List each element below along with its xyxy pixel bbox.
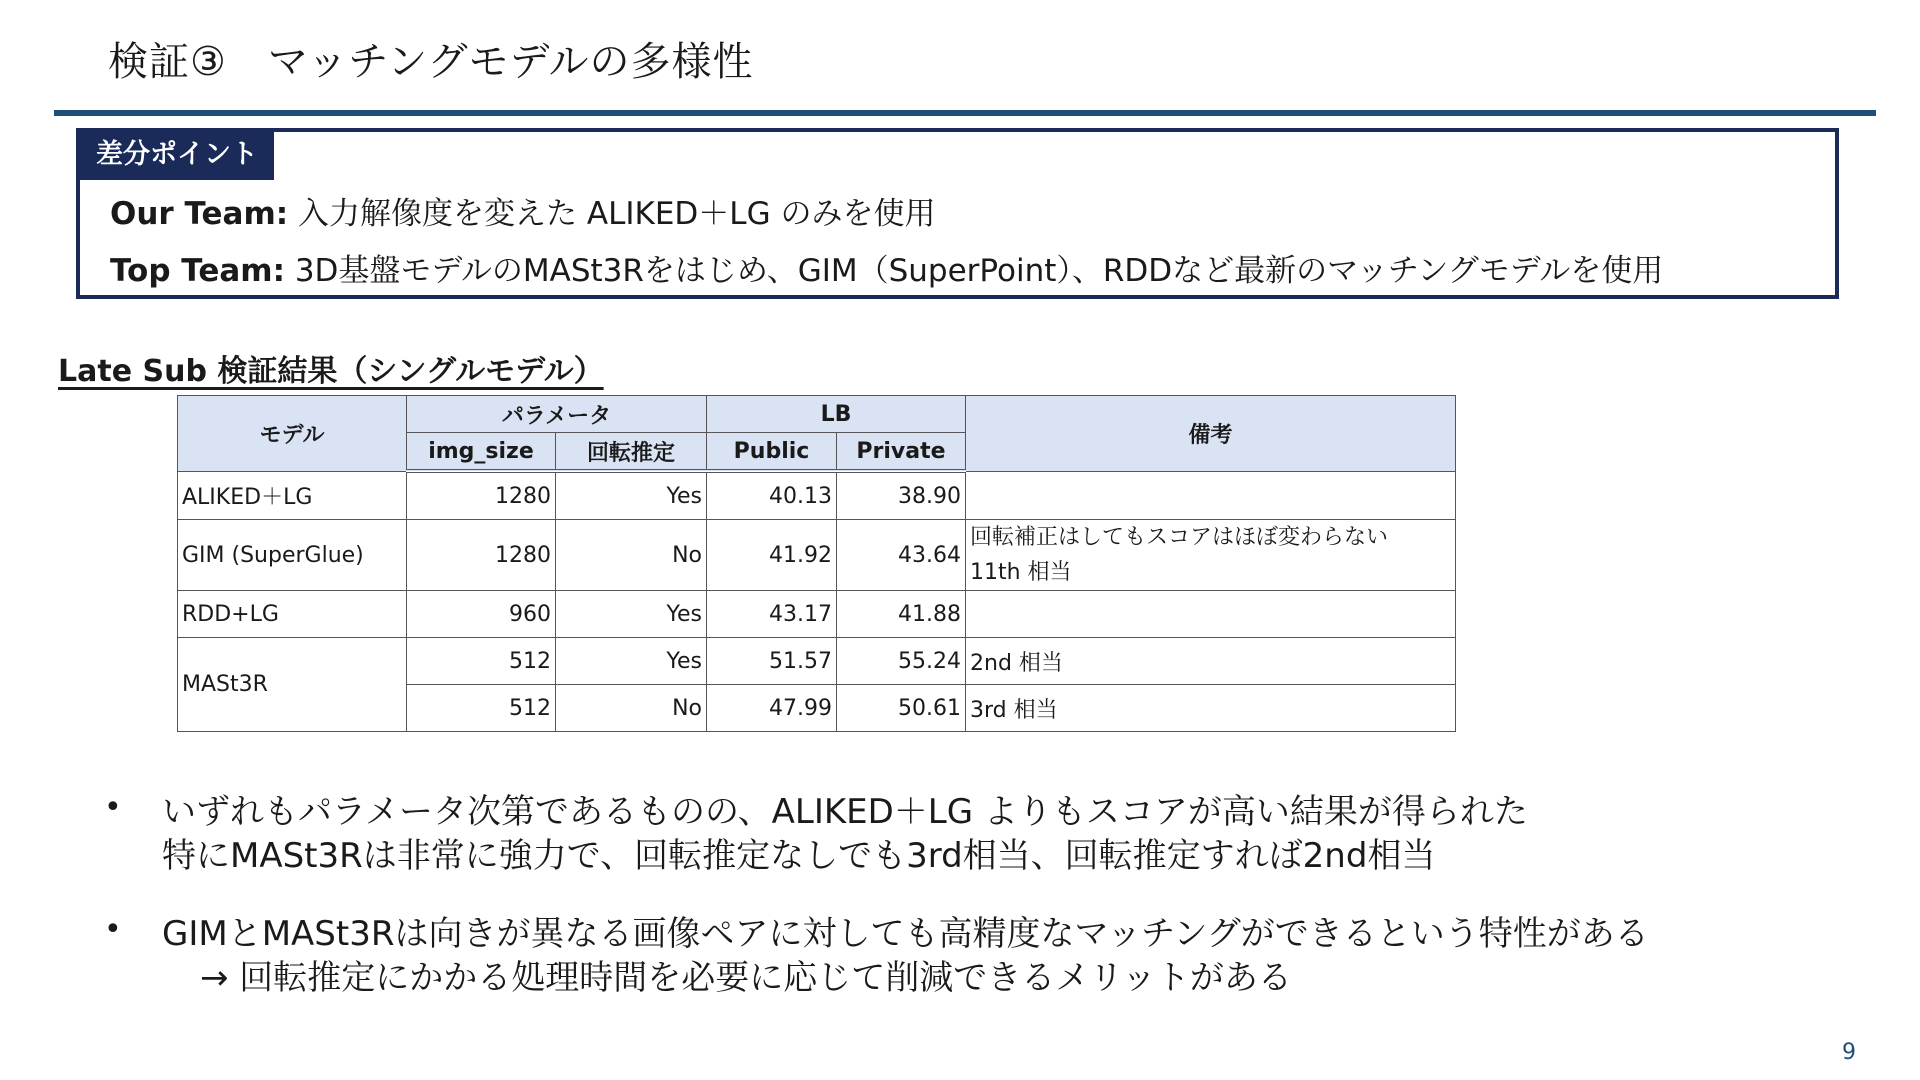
- top-team-label: Top Team:: [110, 253, 285, 289]
- cell-public: 43.17: [707, 591, 837, 638]
- cell-private: 55.24: [837, 638, 966, 685]
- header-remarks: 備考: [966, 396, 1456, 472]
- cell-model: GIM (SuperGlue): [178, 520, 407, 591]
- our-team-label: Our Team:: [110, 196, 289, 232]
- cell-model: MASt3R: [178, 638, 407, 732]
- our-team-line: [110, 188, 935, 233]
- our-team-text: 入力解像度を変えた ALIKED＋LG のみを使用: [288, 196, 936, 232]
- top-team-line: [110, 245, 1663, 290]
- header-params-group: パラメータ: [407, 396, 707, 433]
- results-table: [177, 395, 1456, 732]
- cell-rotation: Yes: [556, 591, 707, 638]
- header-img-size: img_size: [407, 433, 556, 472]
- bullet-line: いずれもパラメータ次第であるものの、ALIKED＋LG よりもスコアが高い結果が得られた: [162, 792, 1528, 832]
- table-header-row: [178, 396, 1456, 433]
- cell-remark: [966, 520, 1456, 591]
- page-title: 検証③ マッチングモデルの多様性: [108, 39, 754, 85]
- cell-public: 47.99: [707, 685, 837, 732]
- cell-private: 50.61: [837, 685, 966, 732]
- cell-img-size: 960: [407, 591, 556, 638]
- section-heading: Late Sub 検証結果（シングルモデル）: [58, 354, 604, 389]
- table-row: [178, 471, 1456, 520]
- header-model: モデル: [178, 396, 407, 472]
- cell-img-size: 512: [407, 638, 556, 685]
- cell-private: 41.88: [837, 591, 966, 638]
- header-lb-group: LB: [707, 396, 966, 433]
- header-public: Public: [707, 433, 837, 472]
- bullet-dot: •: [104, 912, 122, 947]
- remark-line: 11th 相当: [970, 560, 1072, 585]
- diff-point-tag: 差分ポイント: [80, 132, 274, 180]
- cell-private: 38.90: [837, 471, 966, 520]
- cell-remark: [966, 591, 1456, 638]
- top-team-text: 3D基盤モデルのMASt3Rをはじめ、GIM（SuperPoint）、RDDなど最新のマッチングモデルを使用: [284, 253, 1664, 289]
- table-row: [178, 638, 1456, 685]
- cell-public: 41.92: [707, 520, 837, 591]
- cell-img-size: 1280: [407, 471, 556, 520]
- bullet-line: → 回転推定にかかる処理時間を必要に応じて削減できるメリットがある: [200, 958, 1292, 998]
- remark-line: 回転補正はしてもスコアはほぼ変わらない: [970, 525, 1389, 550]
- title-divider: [54, 110, 1876, 116]
- cell-img-size: 512: [407, 685, 556, 732]
- diff-point-box: [76, 128, 1839, 299]
- table-row: [178, 520, 1456, 591]
- cell-model: ALIKED＋LG: [178, 471, 407, 520]
- cell-remark: [966, 471, 1456, 520]
- header-rotation: 回転推定: [556, 433, 707, 472]
- cell-public: 40.13: [707, 471, 837, 520]
- cell-img-size: 1280: [407, 520, 556, 591]
- cell-rotation: Yes: [556, 471, 707, 520]
- cell-rotation: Yes: [556, 638, 707, 685]
- bullet-dot: •: [104, 790, 122, 825]
- cell-remark: 2nd 相当: [966, 638, 1456, 685]
- bullet-list: [104, 790, 1649, 1000]
- table-row: [178, 591, 1456, 638]
- bullet-line: 特にMASt3Rは非常に強力で、回転推定なしでも3rd相当、回転推定すれば2nd相当: [162, 836, 1436, 876]
- page-number: 9: [1842, 1040, 1856, 1065]
- cell-remark: 3rd 相当: [966, 685, 1456, 732]
- cell-model: RDD+LG: [178, 591, 407, 638]
- cell-rotation: No: [556, 685, 707, 732]
- cell-private: 43.64: [837, 520, 966, 591]
- cell-public: 51.57: [707, 638, 837, 685]
- header-private: Private: [837, 433, 966, 472]
- bullet-item: [104, 790, 1649, 878]
- cell-rotation: No: [556, 520, 707, 591]
- bullet-line: GIMとMASt3Rは向きが異なる画像ペアに対しても高精度なマッチングができるという特性がある: [162, 914, 1649, 954]
- bullet-item: [104, 912, 1649, 1000]
